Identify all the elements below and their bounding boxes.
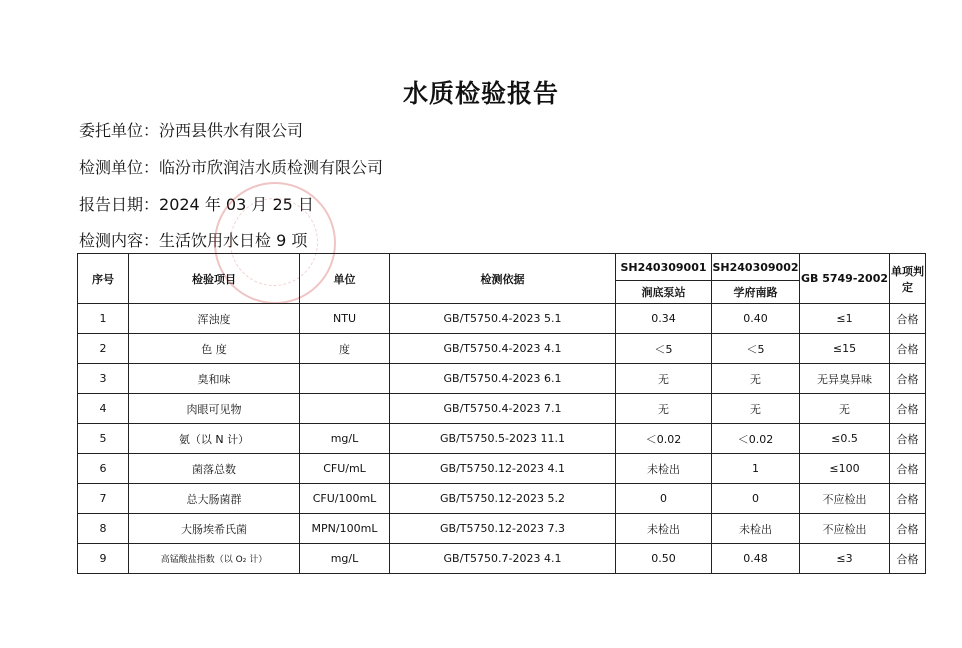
client-unit-value: 汾西县供水有限公司 [159,121,304,140]
test-content-label: 检测内容： [79,231,160,250]
testing-unit-label: 检测单位： [79,158,160,177]
cell-item: 色 度 [129,334,300,364]
cell-seq: 7 [78,484,129,514]
cell-unit: mg/L [300,544,390,574]
cell-sample1: 0 [616,484,712,514]
report-date-value: 2024 年 03 月 25 日 [159,195,314,214]
client-unit-label: 委托单位： [79,121,160,140]
cell-limit: 无异臭异味 [800,364,890,394]
cell-method: GB/T5750.7-2023 4.1 [390,544,616,574]
cell-sample2: 未检出 [712,514,800,544]
testing-unit-line [79,155,383,178]
table-row [78,364,926,394]
cell-unit [300,394,390,424]
header-sample2-id: SH240309002 [712,254,800,281]
cell-result: 合格 [890,334,926,364]
cell-sample1: ＜5 [616,334,712,364]
cell-item: 臭和味 [129,364,300,394]
cell-unit: 度 [300,334,390,364]
cell-limit: 无 [800,394,890,424]
cell-result: 合格 [890,484,926,514]
cell-unit: CFU/100mL [300,484,390,514]
cell-item: 总大肠菌群 [129,484,300,514]
cell-seq: 3 [78,364,129,394]
header-sample2-site: 学府南路 [712,281,800,304]
table-row [78,394,926,424]
table-row [78,484,926,514]
table-row [78,424,926,454]
table-header-row [78,254,926,281]
cell-result: 合格 [890,424,926,454]
cell-sample2: 0.40 [712,304,800,334]
cell-seq: 8 [78,514,129,544]
cell-sample1: 未检出 [616,454,712,484]
cell-unit: mg/L [300,424,390,454]
cell-sample1: 0.50 [616,544,712,574]
test-content-value: 生活饮用水日检 9 项 [159,231,308,250]
cell-sample1: 无 [616,394,712,424]
cell-unit: MPN/100mL [300,514,390,544]
report-date-label: 报告日期： [79,195,160,214]
cell-method: GB/T5750.4-2023 6.1 [390,364,616,394]
cell-result: 合格 [890,454,926,484]
cell-item: 菌落总数 [129,454,300,484]
cell-sample1: 无 [616,364,712,394]
cell-limit: ≤15 [800,334,890,364]
header-sample1-id: SH240309001 [616,254,712,281]
header-unit: 单位 [300,254,390,304]
cell-method: GB/T5750.12-2023 5.2 [390,484,616,514]
header-method: 检测依据 [390,254,616,304]
cell-item: 大肠埃希氏菌 [129,514,300,544]
results-table [77,253,926,574]
cell-unit: CFU/mL [300,454,390,484]
cell-method: GB/T5750.4-2023 4.1 [390,334,616,364]
cell-limit: ≤1 [800,304,890,334]
cell-result: 合格 [890,304,926,334]
header-item: 检验项目 [129,254,300,304]
report-title: 水质检验报告 [402,79,559,108]
testing-unit-value: 临汾市欣润洁水质检测有限公司 [159,158,384,177]
cell-seq: 9 [78,544,129,574]
cell-limit: 不应检出 [800,484,890,514]
table-row [78,304,926,334]
cell-sample2: 无 [712,364,800,394]
cell-result: 合格 [890,544,926,574]
cell-method: GB/T5750.5-2023 11.1 [390,424,616,454]
header-standard: GB 5749-2002 [800,254,890,304]
header-seq: 序号 [78,254,129,304]
header-judgement: 单项判定 [890,254,926,304]
cell-unit: NTU [300,304,390,334]
client-unit-line [79,118,303,141]
cell-sample2: 0.48 [712,544,800,574]
cell-seq: 4 [78,394,129,424]
cell-result: 合格 [890,394,926,424]
cell-limit: ≤100 [800,454,890,484]
cell-sample2: 无 [712,394,800,424]
cell-item: 氨（以 N 计） [129,424,300,454]
cell-sample2: 1 [712,454,800,484]
header-sample1-site: 涧底泵站 [616,281,712,304]
cell-seq: 1 [78,304,129,334]
cell-limit: 不应检出 [800,514,890,544]
cell-method: GB/T5750.12-2023 4.1 [390,454,616,484]
table-row [78,544,926,574]
cell-sample2: ＜0.02 [712,424,800,454]
table-row [78,334,926,364]
table-row [78,454,926,484]
cell-seq: 2 [78,334,129,364]
cell-sample2: 0 [712,484,800,514]
cell-seq: 5 [78,424,129,454]
cell-seq: 6 [78,454,129,484]
cell-method: GB/T5750.12-2023 7.3 [390,514,616,544]
cell-method: GB/T5750.4-2023 5.1 [390,304,616,334]
cell-sample1: ＜0.02 [616,424,712,454]
cell-limit: ≤0.5 [800,424,890,454]
cell-result: 合格 [890,364,926,394]
cell-item: 高锰酸盐指数（以 O₂ 计） [129,544,300,574]
cell-unit [300,364,390,394]
cell-sample1: 未检出 [616,514,712,544]
cell-item: 浑浊度 [129,304,300,334]
cell-method: GB/T5750.4-2023 7.1 [390,394,616,424]
table-row [78,514,926,544]
cell-sample2: ＜5 [712,334,800,364]
cell-item: 肉眼可见物 [129,394,300,424]
cell-sample1: 0.34 [616,304,712,334]
cell-limit: ≤3 [800,544,890,574]
cell-result: 合格 [890,514,926,544]
